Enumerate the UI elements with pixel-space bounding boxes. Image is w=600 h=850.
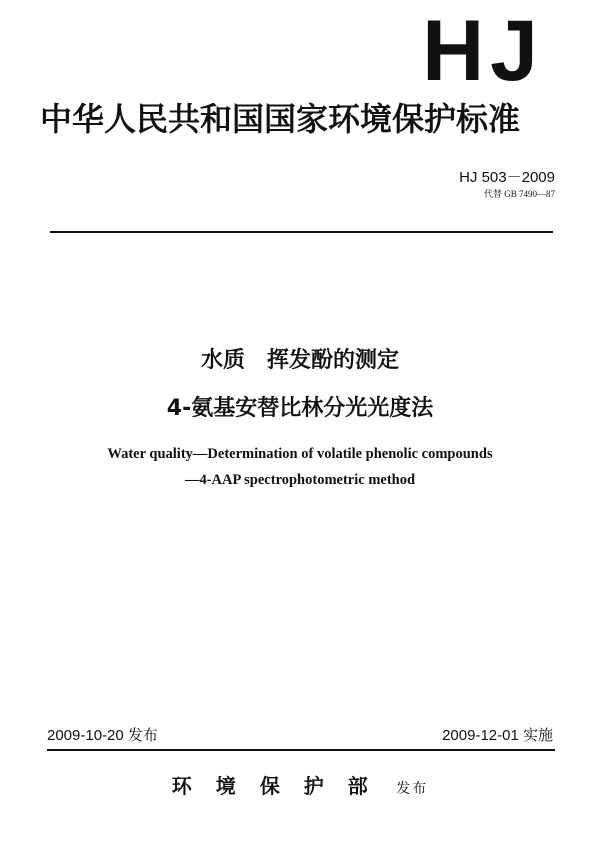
document-title-zh-line2: 4-氨基安替比林分光光度法	[166, 396, 434, 421]
document-title-zh-line1: 水质 挥发酚的测定	[200, 348, 399, 373]
national-standard-title: 中华人民共和国国家环境保护标准	[40, 100, 521, 138]
document-title-en-line1: Water quality—Determination of volatile phenolic compounds	[107, 446, 493, 462]
hj-standard-logo: HJ	[422, 3, 544, 99]
replaces-standard: 代替 GB 7490—87	[483, 189, 555, 199]
issuer-suffix: 发布	[396, 781, 429, 797]
issue-date: 2009-10-20 发布	[47, 727, 158, 744]
issuer-line	[0, 776, 600, 797]
header-divider	[50, 231, 553, 233]
document-title-en-line2: —4-AAP spectrophotometric method	[184, 472, 416, 488]
implementation-date: 2009-12-01 实施	[442, 727, 553, 744]
issuer-name: 环境保护部	[171, 774, 392, 798]
standard-code: HJ 503－2009	[459, 169, 555, 186]
footer-divider	[47, 749, 555, 751]
